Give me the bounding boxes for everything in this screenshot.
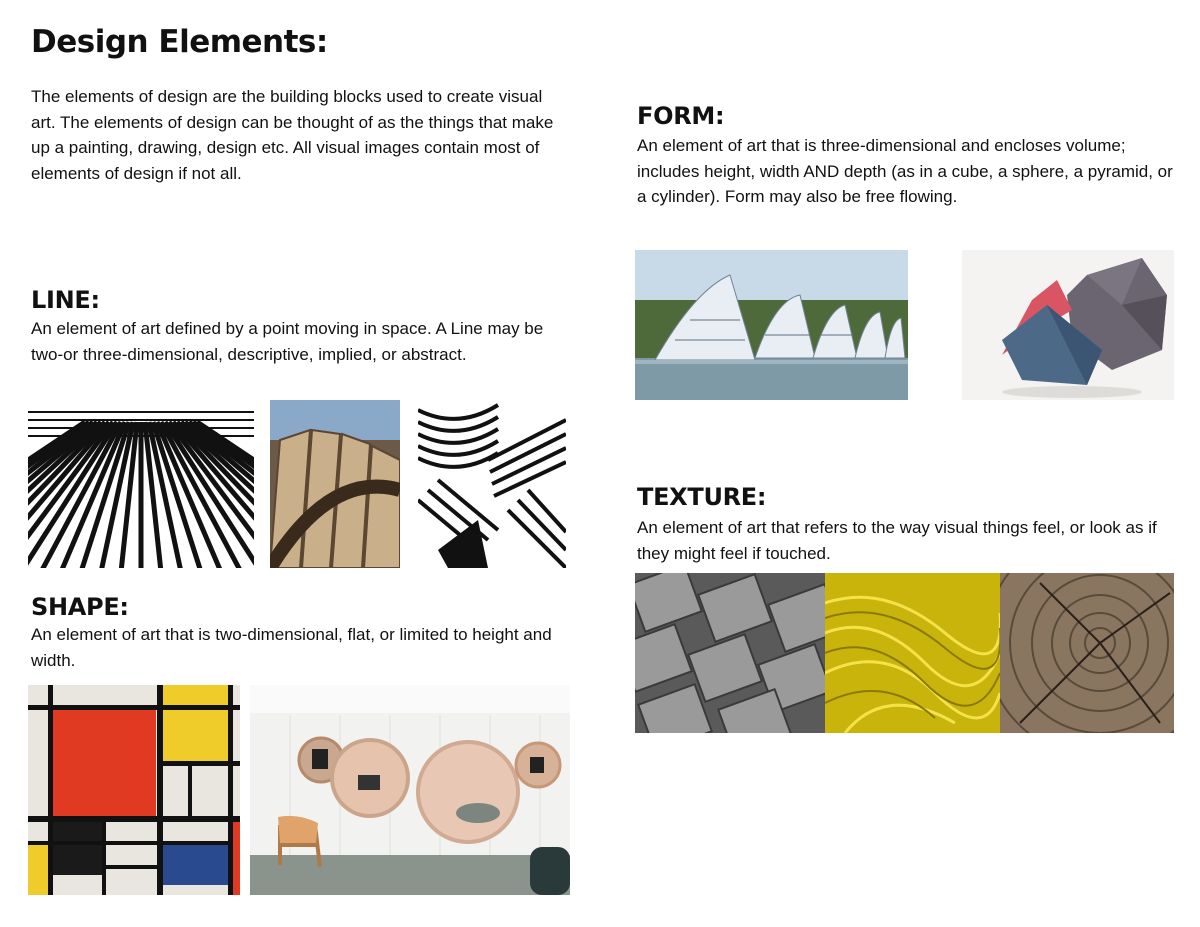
line-text: An element of art defined by a point moving in space. A Line may be two-or three-dimensional, descriptive, implied, or abstract.	[31, 319, 544, 364]
op-art-stripes-image	[418, 400, 566, 568]
form-text: An element of art that is three-dimensional and encloses volume; includes height, width AND depth (as in a cube, a sphere, a pyramid, or a cylinder). Form may also be free flowing.	[637, 136, 1173, 206]
shape-text: An element of art that is two-dimensional, flat, or limited to height and width.	[31, 625, 552, 670]
converging-lines-image	[28, 402, 254, 568]
tree-rings-image	[1000, 573, 1174, 733]
wooden-spiral-stairs-image	[270, 400, 400, 568]
shape-heading: SHAPE:	[31, 593, 129, 621]
texture-text: An element of art that refers to the way visual things feel, or look as if they might feel if touched.	[637, 518, 1157, 563]
texture-heading: TEXTURE:	[637, 483, 767, 511]
form-heading: FORM:	[637, 102, 725, 130]
line-heading: LINE:	[31, 286, 100, 314]
yellow-feathers-image	[825, 573, 1000, 733]
wave-buildings-image	[635, 250, 908, 400]
intro-text: The elements of design are the building blocks used to create visual art. The elements of design can be thought of as the things that make up a painting, drawing, design etc. All visual images contain most of elements of design if not all.	[31, 87, 554, 183]
polyhedra-image	[962, 250, 1174, 400]
woven-rope-image	[635, 573, 825, 733]
circular-shelves-interior-image	[250, 685, 570, 895]
mondrian-composition-image	[28, 685, 240, 895]
page-title: Design Elements:	[31, 24, 328, 60]
